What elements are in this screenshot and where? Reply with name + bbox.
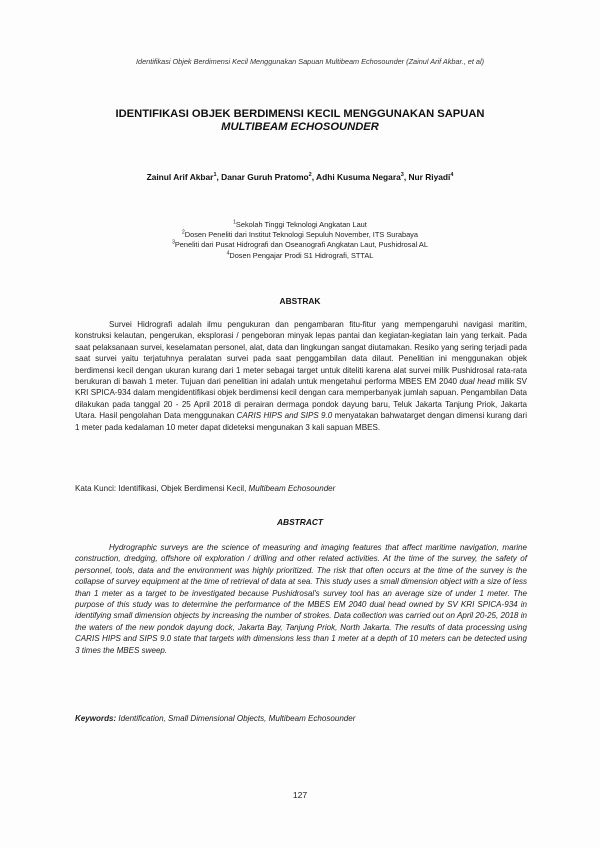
- affiliation-text: Peneliti dari Pusat Hidrografi dan Oseanografi Angkatan Laut, Pushidrosal AL: [174, 240, 428, 250]
- abstrak-heading: ABSTRAK: [279, 296, 321, 306]
- affiliation-text: Dosen Pengajar Prodi S1 Hidrografi, STTAL: [229, 250, 374, 260]
- author-sep: ,: [311, 172, 317, 182]
- author-name: Adhi Kusuma Negara: [316, 172, 401, 182]
- abstrak-paragraph: [75, 319, 527, 433]
- keywords: [75, 714, 527, 723]
- abstract-paragraph: Hydrographic surveys are the science of measuring and imaging features that affect maritime navigation, marine construction, dredging, offshore oil exploration / drilling and other related activities. At the time of the survey, the safety of personnel, tools, data and the environment was highly prioritized. The risk that often occurs at the time of the survey is the collapse of survey equipment at the time of retrieval of data at sea. This study uses a small dimension object with a size of less than 1 meter as a target to be investigated because Pushidrosal's survey tool has an average size of under 1 meter. The purpose of this study was to determine the performance of the MBES EM 2040 dual head owned by SV KRI SPICA-934 in identifying small dimension objects by increasing the number of strokes. Data collection was carried out on April 20-25, 2018 in the waters of the new pondok dayung dock, Jakarta Bay, Tanjung Priok, North Jakarta. The results of data processing using CARIS HIPS and SIPS 9.0 state that targets with dimensions less than 1 meter at a depth of 10 meters can be detected using 3 times the MBES sweep.: [75, 543, 527, 655]
- paper-title-line-1: IDENTIFIKASI OBJEK BERDIMENSI KECIL MENGGUNAKAN SAPUAN: [115, 108, 485, 120]
- abstract-heading: ABSTRACT: [276, 517, 324, 527]
- abstract-body: [75, 542, 527, 656]
- author-sup: 1: [213, 172, 217, 179]
- kata-kunci: [75, 484, 527, 493]
- author-sup: 2: [308, 172, 312, 179]
- affiliation-sup: 4: [226, 250, 230, 257]
- abstrak-italic: and: [282, 411, 301, 421]
- paper-title-line-2: MULTIBEAM ECHOSOUNDER: [221, 121, 379, 133]
- abstrak-text: menyatakan bahwatarget dengan dimensi kurang dari 1 meter pada kedalaman 10 meter dapat dideteksi mengunakan 3 kali sapuan MBES.: [75, 411, 527, 432]
- keywords-text: Identification, Small Dimensional Objects, Multibeam Echosounder: [116, 714, 356, 723]
- kata-kunci-label: Kata Kunci:: [75, 484, 117, 493]
- author-sep: ,: [403, 172, 409, 182]
- affiliation-text: Dosen Peneliti dari Institut Teknologi Sepuluh November, ITS Surabaya: [184, 230, 418, 240]
- author-sup: 4: [450, 172, 454, 179]
- affiliation: [0, 251, 600, 261]
- kata-kunci-text: Identifikasi, Objek Berdimensi Kecil,: [116, 484, 249, 493]
- running-head: Identifikasi Objek Berdimensi Kecil Menggunakan Sapuan Multibeam Echosounder (Zainul Arif Akbar., et al): [136, 57, 484, 66]
- affiliation-text: Sekolah Tinggi Teknologi Angkatan Laut: [235, 220, 367, 229]
- kata-kunci-italic: Multibeam Echosounder: [248, 484, 336, 493]
- affiliation-sup: 1: [233, 219, 236, 226]
- author-name: Danar Guruh Pratomo: [221, 172, 309, 182]
- affiliation-sup: 2: [182, 229, 185, 236]
- abstrak-italic: dual head: [459, 377, 496, 387]
- abstrak-italic: CARIS HIPS: [236, 411, 283, 421]
- affiliation: [0, 240, 600, 250]
- affiliation: [0, 230, 600, 240]
- author-list: [0, 172, 600, 182]
- affiliation: [0, 220, 600, 230]
- author-name: Nur Riyadi: [408, 172, 451, 182]
- keywords-label: Keywords:: [75, 714, 117, 723]
- abstrak-text: Survei Hidrografi adalah ilmu pengukuran dan pengambaran fitu-fitur yang mempengaruhi navigasi maritim, konstruksi kelautan, pengerukan, eksplorasi / pengeboran minyak lepas pantai dan kegiatan-kegiatan lain yang terkait. Pada saat pelaksanaan survei, keselamatan personel, alat, data dan lingkungan sangat diutamakan. Resiko yang sering terjadi pada saat survei yaitu terjatuhnya peralatan survei pada saat penggambilan data dilaut. Penelitian ini menggunakan objek berdimensi kecil dengan ukuran kurang dari 1 meter sebagai target untuk diteliti karena alat survei milik Pushidrosal rata-rata berukuran di bawah 1 meter. Tujuan dari penelitian ini adalah untuk mengetahui performa MBES EM 2040: [75, 320, 527, 387]
- author-sup: 3: [400, 172, 404, 179]
- paper-title: [0, 108, 600, 134]
- abstrak-text: milik SV KRI SPICA-934 dalam mengidentifikasi objek berdimensi kecil dengan cara memperbanyak jumlah sapuan. Pengambilan Data dilakukan pada tanggal 20 - 25 April 2018 di perairan dermaga pondok dayung baru, Teluk Jakarta Tanjung Priok, Jakarta Utara. Hasil pengolahan Data menggunakan: [75, 377, 528, 421]
- page-number: 127: [292, 790, 308, 800]
- abstrak-body: [75, 319, 527, 433]
- affiliation-list: [0, 220, 600, 261]
- affiliation-sup: 3: [172, 239, 175, 246]
- abstrak-italic: SIPS 9.0: [300, 411, 333, 421]
- author-name: Zainul Arif Akbar: [146, 172, 214, 182]
- author-sep: ,: [216, 172, 222, 182]
